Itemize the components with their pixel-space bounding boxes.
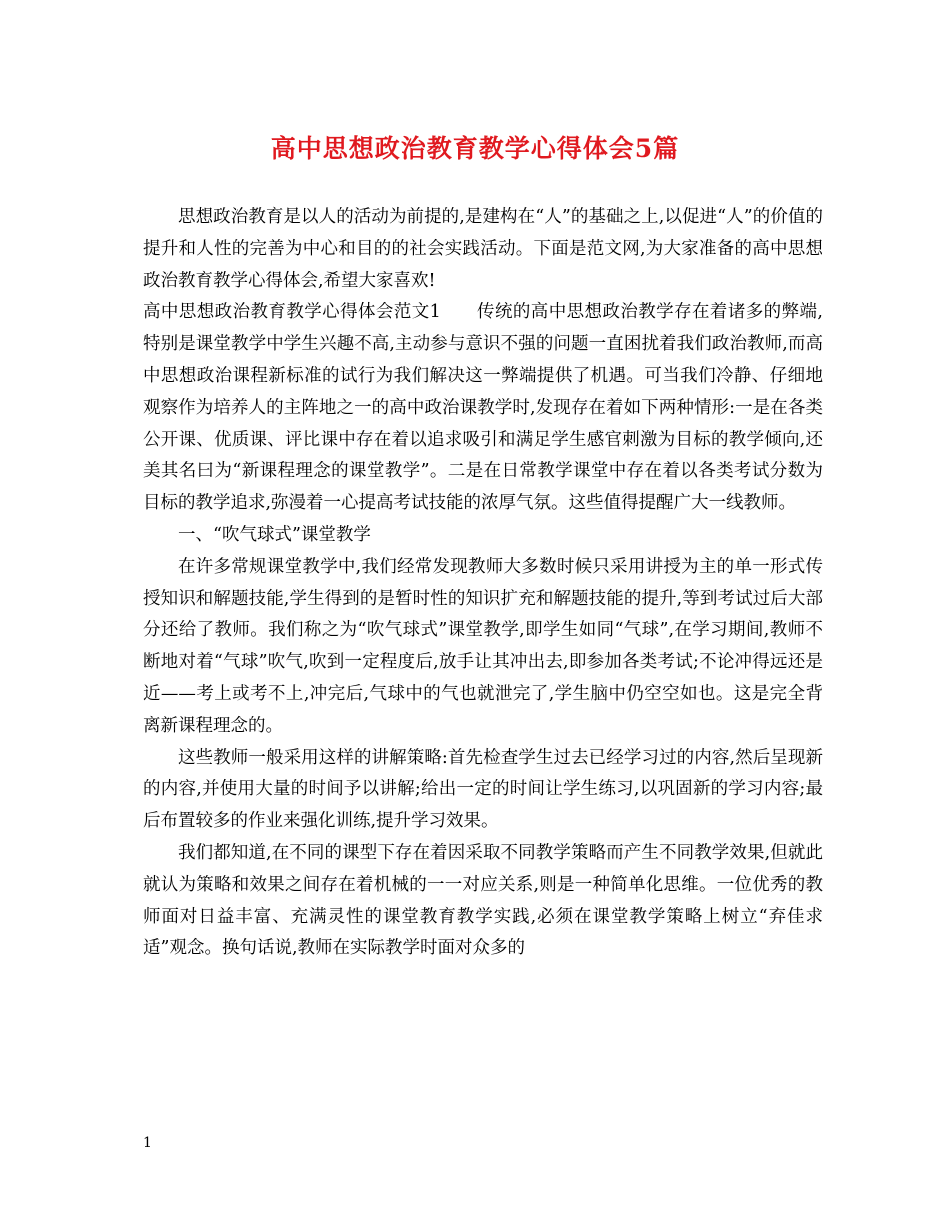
paragraph: 在许多常规课堂教学中,我们经常发现教师大多数时候只采用讲授为主的单一形式传授知识和解题技能,学生得到的是暂时性的知识扩充和解题技能的提升,等到考试过后大部分还给了教师。我们称之为“吹气球式”课堂教学,即学生如同“气球”,在学习期间,教师不断地对着“气球”吹气,吹到一定程度后,放手让其冲出去,即参加各类考试;不论冲得远还是近——考上或考不上,冲完后,气球中的气也就泄完了,学生脑中仍空空如也。这是完全背离新课程理念的。 — [143, 556, 823, 736]
paragraph: 这些教师一般采用这样的讲解策略:首先检查学生过去已经学习过的内容,然后呈现新的内容,并使用大量的时间予以讲解;给出一定的时间让学生练习,以巩固新的学习内容;最后布置较多的作业来强化训练,提升学习效果。 — [143, 747, 823, 832]
section-heading-1: 一、“吹气球式”课堂教学 — [178, 524, 371, 545]
document-body — [143, 202, 823, 965]
page-number: 1 — [143, 1135, 152, 1151]
paragraph-intro: 思想政治教育是以人的活动为前提的,是建构在“人”的基础之上,以促进“人”的价值的提升和人性的完善为中心和目的的社会实践活动。下面是范文网,为大家准备的高中思想政治教育教学心得体会,希望大家喜欢! — [143, 207, 823, 291]
paragraph: 我们都知道,在不同的课型下存在着因采取不同教学策略而产生不同教学效果,但就此就认为策略和效果之间存在着机械的一一对应关系,则是一种简单化思维。一位优秀的教师面对日益丰富、充满灵性的课堂教育教学实践,必须在课堂教学策略上树立“弃佳求适”观念。换句话说,教师在实际教学时面对众多的 — [143, 842, 823, 959]
paragraph-sample-1: 高中思想政治教育教学心得体会范文1 传统的高中思想政治教学存在着诸多的弊端,特别是课堂教学中学生兴趣不高,主动参与意识不强的问题一直困扰着我们政治教师,而高中思想政治课程新标准的试行为我们解决这一弊端提供了机遇。可当我们冷静、仔细地观察作为培养人的主阵地之一的高中政治课教学时,发现存在着如下两种情形:一是在各类公开课、优质课、评比课中存在着以追求吸引和满足学生感官刺激为目标的教学倾向,还美其名曰为“新课程理念的课堂教学”。二是在日常教学课堂中存在着以各类考试分数为目标的教学追求,弥漫着一心提高考试技能的浓厚气氛。这些值得提醒广大一线教师。 — [143, 302, 823, 514]
document-title: 高中思想政治教育教学心得体会5篇 — [270, 134, 680, 163]
